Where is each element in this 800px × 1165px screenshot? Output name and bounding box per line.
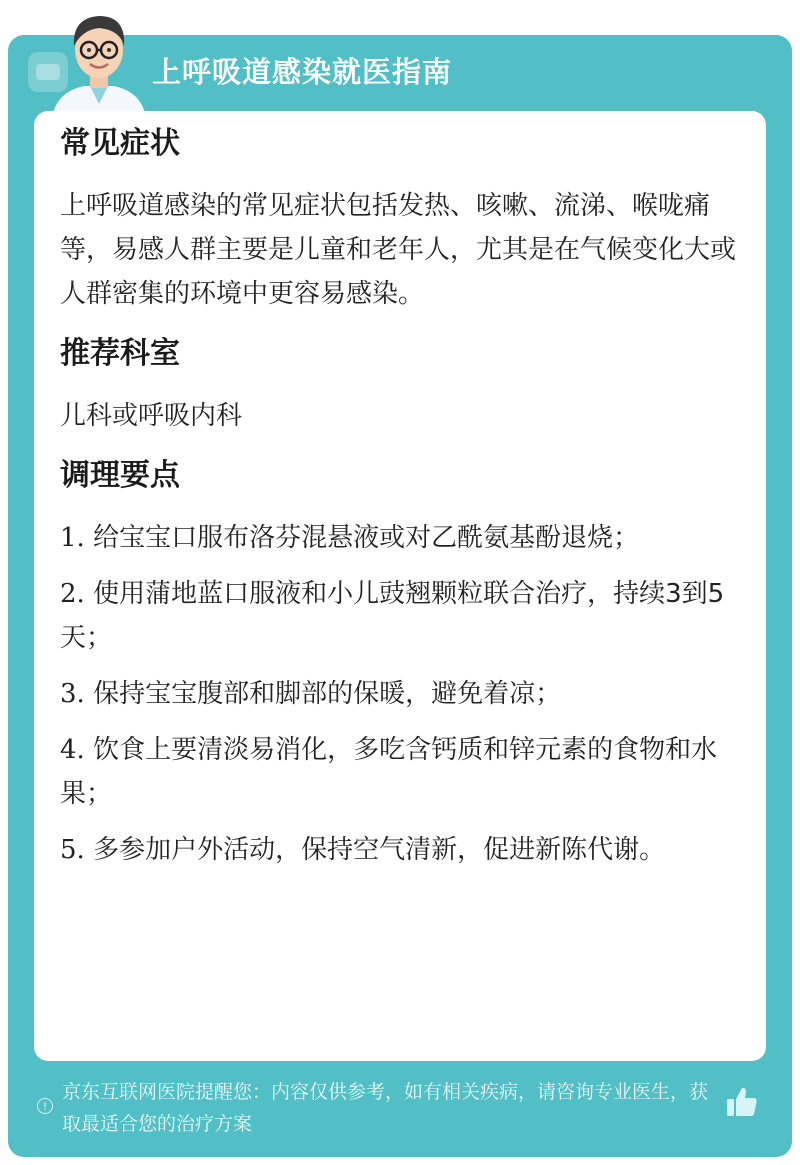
care-item: 4. 饮食上要清淡易消化，多吃含钙质和锌元素的食物和水果； bbox=[60, 735, 718, 809]
care-section bbox=[60, 452, 740, 872]
care-item: 2. 使用蒲地蓝口服液和小儿豉翘颗粒联合治疗，持续3到5天； bbox=[60, 579, 725, 653]
department-section bbox=[60, 330, 740, 438]
care-item: 5. 多参加户外活动，保持空气清新，促进新陈代谢。 bbox=[60, 835, 666, 865]
care-item: 1. 给宝宝口服布洛芬混悬液或对乙酰氨基酚退烧； bbox=[60, 523, 640, 553]
symptoms-text: 上呼吸道感染的常见症状包括发热、咳嗽、流涕、喉咙痛等，易感人群主要是儿童和老年人，尤其是在气候变化大或人群密集的环境中更容易感染。 bbox=[60, 191, 737, 309]
page-title: 上呼吸道感染就医指南 bbox=[152, 55, 453, 89]
care-item: 3. 保持宝宝腹部和脚部的保暖，避免着凉； bbox=[60, 679, 562, 709]
symptoms-heading: 常见症状 bbox=[60, 126, 180, 161]
footer-notice: 京东互联网医院提醒您：内容仅供参考，如有相关疾病，请咨询专业医生，获取最适合您的治疗方案 bbox=[62, 1081, 709, 1135]
symptoms-section bbox=[60, 120, 740, 316]
doctor-avatar bbox=[44, 6, 154, 118]
thumbs-up-icon[interactable] bbox=[724, 1084, 760, 1120]
info-icon: ! bbox=[37, 1098, 53, 1114]
department-text: 儿科或呼吸内科 bbox=[60, 401, 243, 431]
department-heading: 推荐科室 bbox=[60, 336, 180, 371]
care-heading: 调理要点 bbox=[60, 458, 180, 493]
content-area bbox=[60, 120, 740, 886]
